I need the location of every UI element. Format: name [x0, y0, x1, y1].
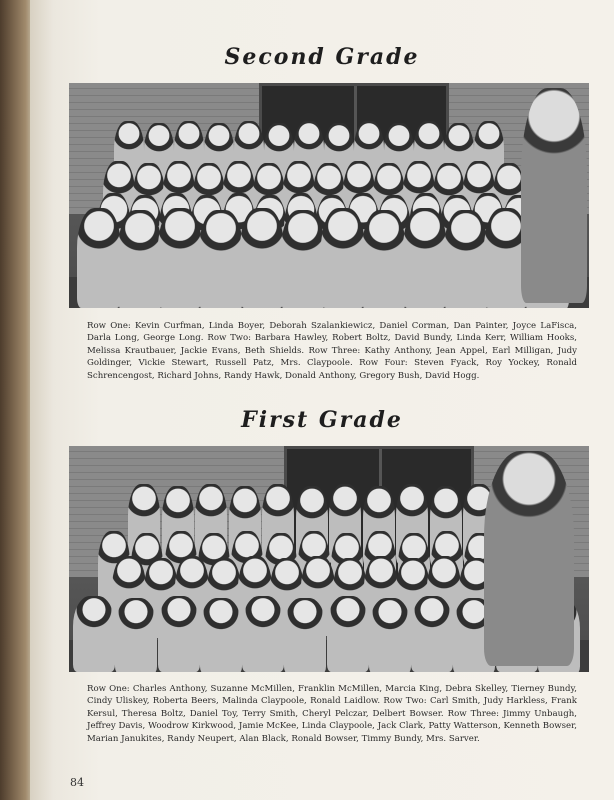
student-figure: [242, 596, 284, 672]
student-figure: [73, 596, 115, 672]
student-figure: [115, 598, 157, 672]
student-figure: [444, 210, 488, 308]
second-grade-photo: [69, 83, 589, 308]
student-figure: [403, 208, 447, 308]
student-figure: [118, 210, 162, 308]
student-figure: [362, 210, 406, 308]
page-number: 84: [70, 776, 84, 789]
teacher-figure: [484, 451, 574, 666]
student-figure: [240, 208, 284, 308]
yearbook-page: [30, 0, 614, 800]
student-figure: [158, 596, 200, 672]
first-grade-heading: First Grade: [241, 407, 403, 433]
student-figure: [327, 596, 369, 672]
student-figure: [199, 210, 243, 308]
first-grade-caption: Row One: Charles Anthony, Suzanne McMillen, Franklin McMillen, Marcia King, Debra Skelley, Tierney Bundy, Cindy Uliskey, Roberta Beers, Malinda Claypoole, Ronald Laidlow. Row Two: Carl Smith, Judy Harkless, Frank Kersul, Theresa Boltz, Daniel Toy, Terry Smith, Cheryl Pelczar, Delbert Bowser. Row Three: Jimmy Unbaugh, Jeffrey Davis, Woodrow Kirkwood, Jamie McKee, Linda Claypoole, Jack Clark, Patty Watterson, Kenneth Bowser, Marian Janukites, Randy Neupert, Alan Black, Ronald Bowser, Timmy Bundy, Mrs. Sarver.: [87, 684, 577, 744]
student-figure: [77, 208, 121, 308]
first-grade-photo: [69, 446, 589, 672]
student-figure: [281, 210, 325, 308]
student-figure: [158, 208, 202, 308]
student-figure: [200, 598, 242, 672]
book-spine: [0, 0, 34, 800]
student-figure: [284, 598, 326, 672]
second-grade-heading: Second Grade: [224, 44, 420, 70]
second-grade-caption: Row One: Kevin Curfman, Linda Boyer, Deborah Szalankiewicz, Daniel Corman, Dan Painter, Joyce LaFisca, Darla Long, George Long. Row Two: Barbara Hawley, Robert Boltz, David Bundy, Linda Kerr, William Hooks, Melissa Krautbauer, Jackie Evans, Beth Shields. Row Three: Kathy Anthony, Jean Appel, Earl Milligan, Judy Goldinger, Vickie Stewart, Russell Patz, Mrs. Claypoole. Row Four: Steven Fyack, Roy Yockey, Ronald Schrencengost, Richard Johns, Randy Hawk, Donald Anthony, Gregory Bush, David Hogg.: [87, 321, 577, 381]
teacher-figure: [521, 88, 587, 303]
student-figure: [411, 596, 453, 672]
student-figure: [369, 598, 411, 672]
student-figure: [321, 208, 365, 308]
